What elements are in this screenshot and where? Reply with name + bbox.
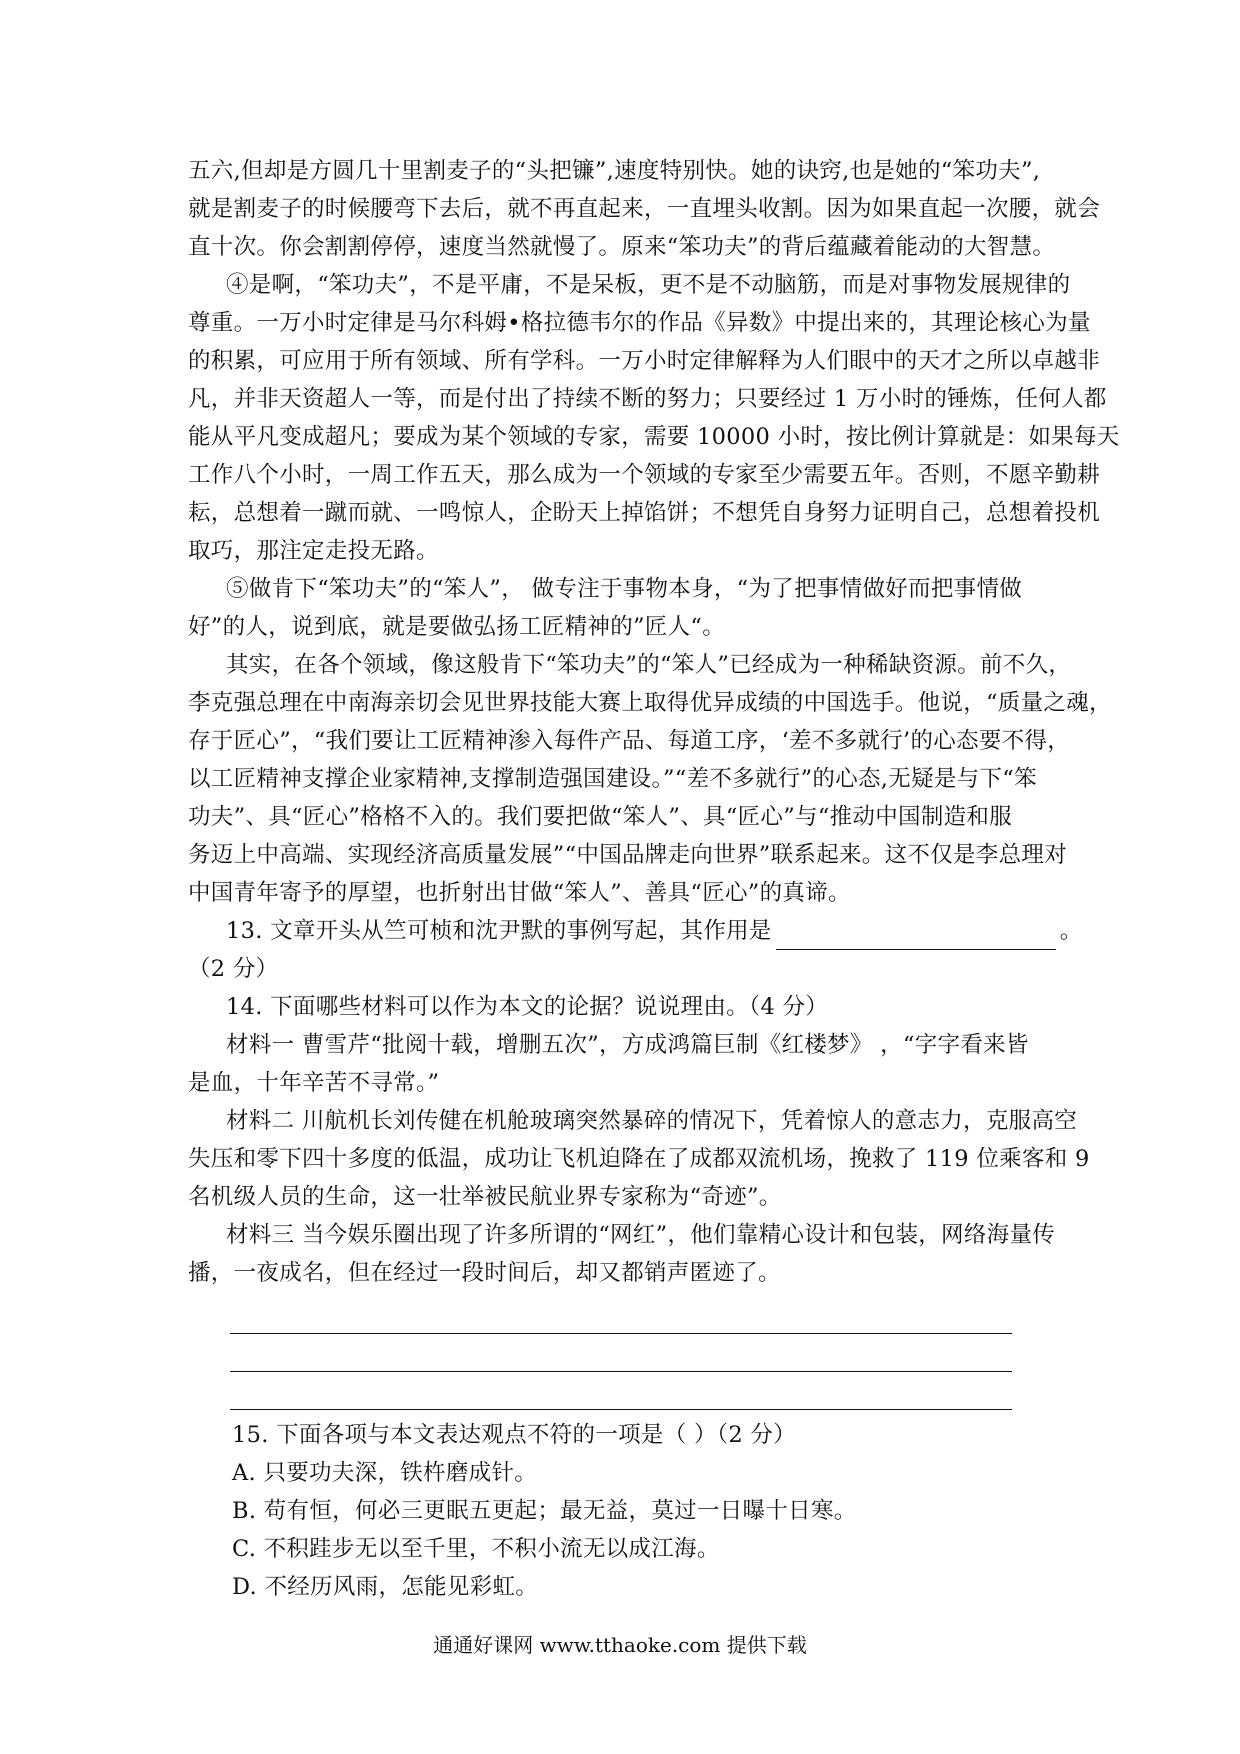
paragraph-line: 存于匠心”，“我们要让工匠精神渗入每件产品、每道工序，‘差不多就行’的心态要不得， (188, 728, 1071, 754)
paragraph-line: ⑤做肯下“笨功夫”的“笨人”， 做专注于事物本身，“为了把事情做好而把事情做 (226, 576, 1023, 602)
material-line: 名机级人员的生命，这一壮举被民航业界专家称为“奇迹”。 (188, 1184, 782, 1210)
question-13 (188, 912, 1083, 988)
paragraph-5 (188, 570, 1060, 646)
material-line: 材料二 川航机长刘传健在机舱玻璃突然暴碎的情况下，凭着惊人的意志力，克服高空 (226, 1108, 1078, 1134)
paragraph-line: ④是啊，“笨功夫”，不是平庸，不是呆板，更不是不动脑筋，而是对事物发展规律的 (226, 272, 1071, 298)
paragraph-3 (188, 152, 1101, 266)
paragraph-4 (188, 266, 1120, 570)
paragraph-line: 中国青年寄予的厚望，也折射出甘做“笨人”、善具“匠心”的真谛。 (188, 880, 851, 906)
option-d[interactable]: D. 不经历风雨，怎能见彩虹。 (232, 1574, 539, 1600)
paragraph-line: 直十次。你会割割停停，速度当然就慢了。原来“笨功夫”的背后蕴藏着能动的大智慧。 (188, 234, 1056, 260)
paragraph-line: 尊重。一万小时定律是马尔科姆•格拉德韦尔的作品《异数》中提出来的，其理论核心为量 (188, 310, 1091, 336)
paragraph-line: 耘，总想着一蹴而就、一鸣惊人，企盼天上掉馅饼；不想凭自身努力证明自己，总想着投机 (188, 500, 1101, 526)
page-footer: 通通好课网 www.tthaoke.com 提供下载 (433, 1633, 807, 1657)
question-14 (188, 988, 1090, 1410)
question-13-line (188, 912, 1083, 950)
material-line: 材料一 曹雪芹“批阅十载，增删五次”，方成鸿篇巨制《红楼梦》 ，“字字看来皆 (226, 1032, 1029, 1058)
question-13-prompt: 13. 文章开头从竺可桢和沈尹默的事例写起，其作用是 (226, 918, 772, 944)
paragraph-line: 李克强总理在中南海亲切会见世界技能大赛上取得优异成绩的中国选手。他说，“质量之魂， (188, 690, 1112, 716)
answer-line[interactable] (230, 1296, 1012, 1334)
question-15-prompt: 15. 下面各项与本文表达观点不符的一项是（ ）（2 分） (232, 1422, 797, 1448)
option-c[interactable]: C. 不积跬步无以至千里，不积小流无以成江海。 (232, 1536, 720, 1562)
paragraph-line: 其实，在各个领域，像这般肯下“笨功夫”的“笨人”已经成为一种稀缺资源。前不久， (226, 652, 1072, 678)
question-14-prompt: 14. 下面哪些材料可以作为本文的论据？说说理由。（4 分） (226, 994, 829, 1020)
paragraph-line: 五六,但却是方圆几十里割麦子的“头把镰”,速度特别快。她的诀窍,也是她的“笨功夫”, (188, 158, 1041, 184)
material-line: 播，一夜成名，但在经过一段时间后，却又都销声匿迹了。 (188, 1260, 781, 1286)
page-content (188, 152, 1120, 1606)
paragraph-line: 凡，并非天资超人一等，而是付出了持续不断的努力；只要经过 1 万小时的锤炼，任何人都 (188, 386, 1107, 412)
option-a[interactable]: A. 只要功夫深，铁杵磨成针。 (232, 1460, 538, 1486)
answer-blank[interactable] (776, 925, 1056, 950)
paragraph-line: 就是割麦子的时候腰弯下去后，就不再直起来，一直埋头收割。因为如果直起一次腰，就会 (188, 196, 1101, 222)
paragraph-line: 务迈上中高端、实现经济高质量发展”“中国品牌走向世界”联系起来。这不仅是李总理对 (188, 842, 1068, 868)
answer-line[interactable] (230, 1372, 1012, 1410)
question-13-period: 。 (1059, 918, 1083, 944)
paragraph-line: 能从平凡变成超凡；要成为某个领域的专家，需要 10000 小时，按比例计算就是：如果每天 (188, 424, 1120, 450)
paragraph-line: 功夫”、具“匠心”格格不入的。我们要把做“笨人”、具“匠心”与“推动中国制造和服 (188, 804, 1013, 830)
answer-line[interactable] (230, 1334, 1012, 1372)
paragraph-line: 以工匠精神支撑企业家精神,支撑制造强国建设。”“差不多就行”的心态,无疑是与下“笨 (188, 766, 1037, 792)
material-line: 失压和零下四十多度的低温，成功让飞机迫降在了成都双流机场，挽救了 119 位乘客和 9 (188, 1146, 1090, 1172)
paragraph-line: 的积累，可应用于所有领域、所有学科。一万小时定律解释为人们眼中的天才之所以卓越非 (188, 348, 1101, 374)
question-15 (188, 1416, 1060, 1606)
paragraph-line: 好”的人，说到底，就是要做弘扬工匠精神的”匠人“。 (188, 614, 726, 640)
material-line: 是血，十年辛苦不寻常。” (188, 1070, 440, 1096)
option-b[interactable]: B. 苟有恒，何必三更眠五更起；最无益，莫过一日曝十日寒。 (232, 1498, 857, 1524)
material-line: 材料三 当今娱乐圈出现了许多所谓的“网红”，他们靠精心设计和包装，网络海量传 (226, 1222, 1056, 1248)
question-13-score: （2 分） (188, 956, 279, 982)
paragraph-line: 取巧，那注定走投无路。 (188, 538, 439, 564)
paragraph-line: 工作八个小时，一周工作五天，那么成为一个领域的专家至少需要五年。否则，不愿辛勤耕 (188, 462, 1101, 488)
answer-lines (188, 1296, 1060, 1410)
paragraph-6 (188, 646, 1112, 912)
